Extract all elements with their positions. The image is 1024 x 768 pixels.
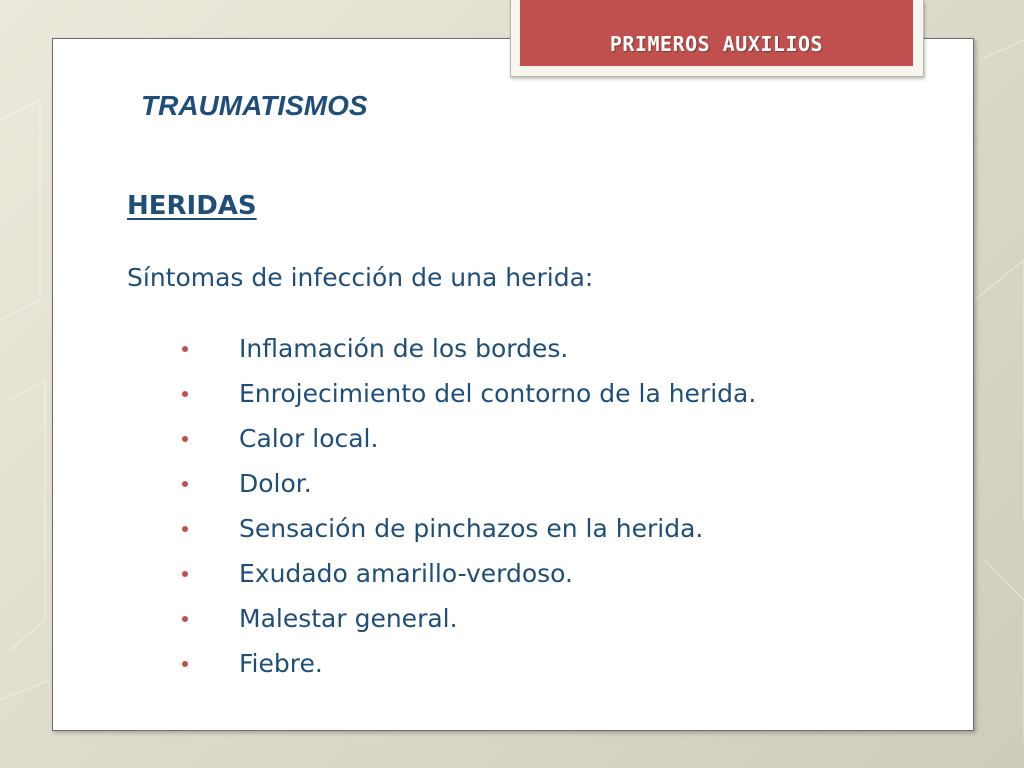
list-item — [180, 596, 756, 641]
list-item-text: Dolor. — [239, 469, 312, 498]
list-item — [180, 461, 756, 506]
bullet-icon — [182, 346, 188, 352]
slide-title: TRAUMATISMOS — [141, 90, 368, 121]
bullet-icon — [182, 571, 188, 577]
list-item-text: Enrojecimiento del contorno de la herida. — [239, 379, 757, 408]
list-item-text: Calor local. — [239, 424, 379, 453]
list-item-text: Sensación de pinchazos en la herida. — [239, 514, 704, 543]
bullet-icon — [182, 391, 188, 397]
header-tab — [520, 0, 913, 66]
list-item — [180, 551, 756, 596]
bullet-icon — [182, 481, 188, 487]
bullet-icon — [182, 661, 188, 667]
list-item — [180, 326, 756, 371]
bullet-icon — [182, 526, 188, 532]
list-item — [180, 641, 756, 686]
list-item-text: Exudado amarillo-verdoso. — [239, 559, 573, 588]
symptom-list — [180, 326, 756, 686]
list-item — [180, 371, 756, 416]
bullet-icon — [182, 436, 188, 442]
section-heading: HERIDAS — [127, 191, 257, 221]
list-item — [180, 506, 756, 551]
section-subheading: Síntomas de infección de una herida: — [127, 263, 594, 292]
list-item-text: Fiebre. — [239, 649, 323, 678]
list-item-text: Inflamación de los bordes. — [239, 334, 569, 363]
bullet-icon — [182, 616, 188, 622]
header-tab-label: PRIMEROS AUXILIOS — [609, 32, 824, 56]
list-item — [180, 416, 756, 461]
list-item-text: Malestar general. — [239, 604, 458, 633]
